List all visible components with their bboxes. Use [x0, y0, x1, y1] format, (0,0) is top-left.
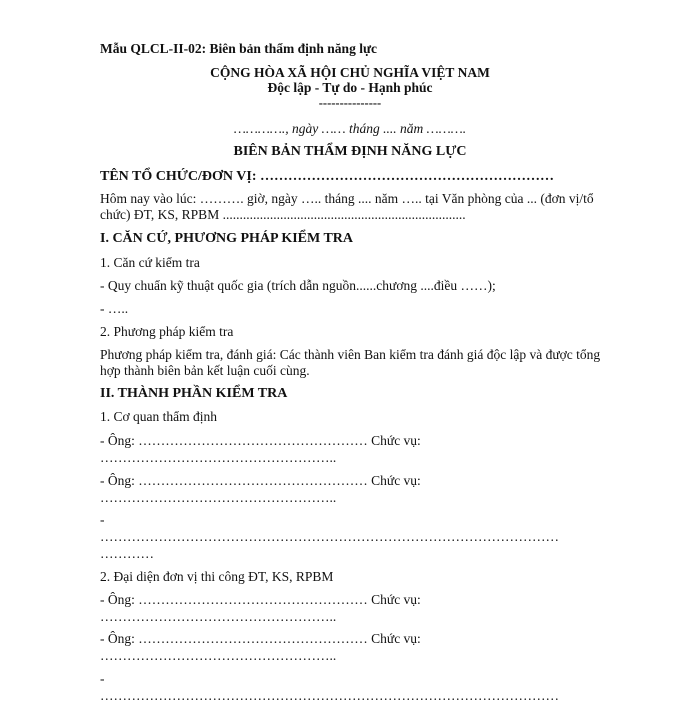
- member-dash: -: [100, 671, 105, 686]
- country-name: CỘNG HÒA XÃ HỘI CHỦ NGHĨA VIỆT NAM: [210, 65, 490, 80]
- member-line-continued: ……………………………………………..: [100, 490, 337, 505]
- section-1-sub-2: 2. Phương pháp kiểm tra: [100, 324, 234, 339]
- method-line-1: Phương pháp kiểm tra, đánh giá: Các thành viên Ban kiểm tra đánh giá độc lập và được tổng: [100, 347, 601, 362]
- section-1-item-1: - Quy chuẩn kỹ thuật quốc gia (trích dẫn nguồn......chương ....điều ……);: [100, 278, 496, 293]
- section-2-sub-1: 1. Cơ quan thẩm định: [100, 409, 218, 424]
- member-line: - Ông: …………………………………………… Chức vụ:: [100, 473, 421, 488]
- method-line-2: hợp thành biên bản kết luận cuối cùng.: [100, 363, 310, 378]
- member-line-continued: ……………………………………………..: [100, 450, 337, 465]
- section-2-title: II. THÀNH PHẦN KIỂM TRA: [100, 386, 288, 401]
- member-short-dots: …………: [100, 546, 154, 561]
- intro-line-2: chức) ĐT, KS, RPBM ........................................................................: [100, 207, 466, 222]
- intro-line-1: Hôm nay vào lúc: ………. giờ, ngày ….. tháng .... năm ….. tại Văn phòng của ... (đơn vị/tổ: [100, 191, 594, 206]
- section-2-sub-2: 2. Đại diện đơn vị thi công ĐT, KS, RPBM: [100, 569, 334, 584]
- member-line: - Ông: …………………………………………… Chức vụ:: [100, 433, 421, 448]
- document-title: BIÊN BẢN THẨM ĐỊNH NĂNG LỰC: [233, 144, 467, 159]
- section-1-item-2: - …..: [100, 301, 129, 316]
- member-line: - Ông: …………………………………………… Chức vụ:: [100, 592, 421, 607]
- section-1-sub-1: 1. Căn cứ kiểm tra: [100, 255, 200, 270]
- member-line: - Ông: …………………………………………… Chức vụ:: [100, 631, 421, 646]
- header-rule: ---------------: [318, 96, 382, 110]
- member-dash: -: [100, 512, 105, 527]
- national-motto: Độc lập - Tự do - Hạnh phúc: [267, 80, 433, 95]
- date-line: …………., ngày …… tháng .... năm ……….: [233, 121, 467, 136]
- form-code: Mẫu QLCL-II-02: Biên bản thẩm định năng lực: [100, 41, 378, 56]
- member-line-continued: ……………………………………………..: [100, 609, 337, 624]
- section-1-title: I. CĂN CỨ, PHƯƠNG PHÁP KIỂM TRA: [100, 231, 354, 246]
- organization-line: TÊN TỔ CHỨC/ĐƠN VỊ: ………………………………………………………: [100, 169, 554, 184]
- member-long-dots: …………………………………………………………………………………………: [100, 529, 559, 544]
- member-line-continued: ……………………………………………..: [100, 648, 337, 663]
- member-long-dots: …………………………………………………………………………………………: [100, 688, 559, 703]
